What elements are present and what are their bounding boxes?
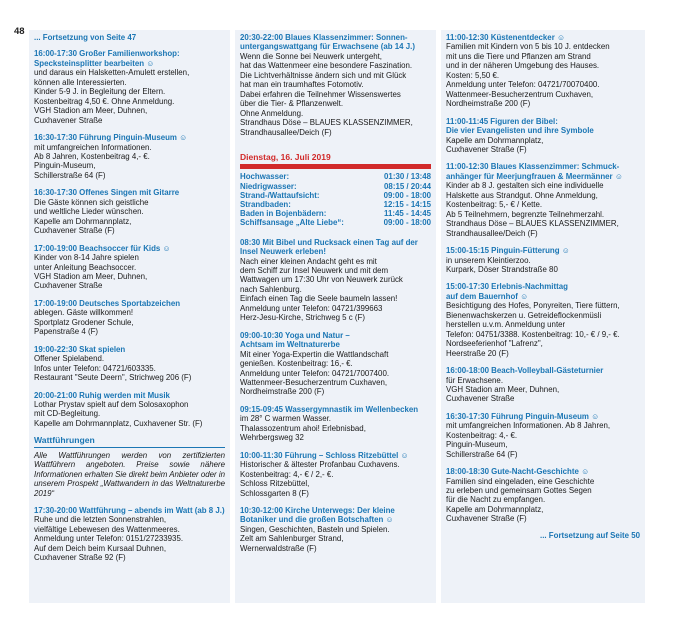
day-divider [240,164,431,169]
event-detail: mit umfangreichen Informationen. [34,142,152,152]
event-title: 17:30-20:00 Wattführung – abends im Watt (ab 8 J.) [34,506,225,516]
event-title: 19:00-22:30 Skat spielen [34,344,126,354]
event-entry [34,244,225,291]
event-entry [446,366,640,404]
event-title: anhänger für Meerjungfrauen & Meermänner ☺ [446,171,623,181]
family-smile-icon: ☺ [578,467,590,477]
event-detail: Cuxhavener Straße (F) [446,144,527,154]
event-detail: Schlossgarten 8 (F) [240,488,309,498]
event-detail: Restaurant "Seute Deern", Strichweg 206 (F) [34,373,192,383]
family-smile-icon: ☺ [612,171,623,181]
event-detail: mit umfangreichen Informationen. Ab 8 Jahren, [446,421,611,431]
event-detail: Einfach einen Tag die Seele baumeln lassen! [240,294,398,304]
event-detail: Kostenbeitrag: 5,- € / Kette. [446,200,543,210]
event-detail: Halskette aus Strandgut. Ohne Anmeldung, [446,190,598,200]
event-detail: Familien sind eingeladen, eine Geschichte [446,476,595,486]
event-detail: im 28° C warmen Wasser. [240,414,331,424]
tide-table [240,172,431,227]
event-entry [240,33,431,137]
event-detail: Anmeldung unter Telefon: 04721/399663 [240,303,383,313]
tide-row [240,172,431,181]
event-detail: in unserem Kleintierzoo. [446,255,531,265]
event-detail: Ab 8 Jahren, Kostenbeitrag 4,- €. [34,151,150,161]
event-detail: zu erleben und gemeinsam Gottes Segen [446,486,592,496]
event-detail: Strandhausallee/Deich (F) [240,127,332,137]
event-detail: Kinder 5-9 J. in Begleitung der Eltern. [34,87,166,97]
continuation-note: ... Fortsetzung auf Seite 50 [540,530,640,540]
event-detail: Wattenmeer-Besucherzentrum Cuxhaven, [240,378,388,387]
event-detail: VGH Stadion am Meer, Duhnen, [34,271,148,281]
event-detail: Sportplatz Grodener Schule, [34,317,134,327]
event-detail: Strandhausallee/Deich (F) [446,228,538,238]
event-title: 11:00-11:45 Figuren der Bibel: [446,116,558,126]
column-left [29,30,230,603]
event-detail: Kapelle am Dohrmannplatz, [446,504,544,514]
event-detail: Besichtigung des Hofes, Ponyreiten, Tiere füttern, [446,301,620,311]
event-detail: Familien mit Kindern von 5 bis 10 J. entdecken [446,42,610,52]
event-entry [446,282,640,358]
section-intro: Alle Wattführungen werden von zertifizierten Wattführern angeboten. Preise sowie nähere Informationen erhalten Sie direkt beim Anbieter oder in unserem Prospekt „Wattwandern in das Weltnaturerbe 2019“ [34,450,225,498]
event-detail: Cuxhavener Straße (F) [446,514,527,524]
event-title: 20:00-21:00 Ruhig werden mit Musik [34,390,170,400]
event-title: 09:15-09:45 Wassergymnastik im Wellenbecken [240,404,419,414]
family-smile-icon: ☺ [398,450,409,460]
event-detail: Anmeldung unter Telefon: 0151/27233935. [34,534,184,544]
event-detail: Nach einer kleinen Andacht geht es mit [240,256,377,266]
event-title: untergangswattgang für Erwachsene (ab 14 J.) [240,42,415,52]
event-detail: Strandhaus Döse – BLAUES KLASSENZIMMER, [240,118,413,128]
event-entry [446,467,640,524]
event-title: 20:30-22:00 Blaues Klassenzimmer: Sonnen- [240,33,408,42]
event-entry [446,162,640,238]
event-detail: Singen, Geschichten, Basteln und Spielen. [240,524,390,534]
event-detail: hat das Wattenmeer eine besondere Faszination. [240,61,413,71]
event-detail: Die Gäste können sich geistliche [34,197,149,207]
event-entry [446,117,640,155]
column-middle [235,30,436,603]
event-detail: Anmeldung unter Telefon: 04721/7007400. [240,368,390,378]
event-detail: Anmeldung unter Telefon: 04721/70070400. [446,80,600,90]
event-entry [446,246,640,274]
event-title: 16:00-17:30 Großer Familienworkshop: [34,49,180,59]
event-title: 09:00-10:30 Yoga und Natur – [240,330,350,340]
event-detail: VGH Stadion am Meer, Duhnen, [34,106,148,116]
event-detail: Telefon: 04751/3388. Kostenbeitrag: 10,- € / 9,- €. [446,329,620,339]
event-detail: nach Sahlenburg. [240,284,302,294]
event-title: 16:00-18:00 Beach-Volleyball-Gästeturnier [446,366,604,376]
event-entry [34,506,225,563]
event-detail: Bienenwachskerzen u. Getreideflockenmüsli [446,310,602,320]
event-detail: Lothar Prystav spielt auf dem Solosaxophon [34,399,189,409]
event-detail: Nordheimstraße 200 (F) [240,387,325,397]
event-detail: Herz-Jesu-Kirche, Strichweg 5 c (F) [240,313,365,323]
event-title: Botaniker und die großen Botschaften ☺ [240,515,394,525]
event-detail: Ohne Anmeldung. [240,108,304,118]
tide-value: 01:30 / 13:48 [384,172,431,182]
tide-value: 09:00 - 18:00 [383,190,431,200]
event-entry [34,391,225,429]
event-detail: Heerstraße 20 (F) [446,348,509,358]
event-title: Die vier Evangelisten und ihre Symbole [446,126,594,136]
event-detail: und daraus ein Halsketten-Amulett erstellen, [34,68,190,78]
event-detail: mit uns die Tiere und Pflanzen am Strand [446,51,591,61]
event-detail: vielfältige Lebewesen des Wattenmeeres. [34,524,180,534]
event-entry [446,412,640,459]
event-detail: Wattwagen um 17:30 Uhr von Neuwerk zurück [240,275,403,285]
section-heading: Wattführungen [34,436,225,447]
event-detail: Infos unter Telefon: 04721/603335. [34,363,156,373]
tide-row [240,191,431,200]
family-smile-icon: ☺ [517,291,529,301]
event-entry [446,33,640,109]
tide-row [240,182,431,191]
event-title: 08:30 Mit Bibel und Rucksack einen Tag auf der [240,237,418,247]
event-detail: Schloss Ritzebüttel, [240,479,310,489]
event-detail: Strandhaus Döse – BLAUES KLASSENZIMMER, [446,219,619,229]
event-title: Achtsam im Weltnaturerbe [240,340,340,350]
event-detail: ablegen. Gäste willkommen! [34,308,134,318]
event-detail: Zelt am Sahlenburger Strand, [240,534,344,544]
event-detail: VGH Stadion am Meer, Duhnen, [446,384,560,394]
tide-label: Strand-/Wattaufsicht: [240,190,320,200]
event-entry [240,405,431,443]
event-detail: Wenn die Sonne bei Neuwerk untergeht, [240,51,382,61]
event-title: 15:00-17:30 Erlebnis-Nachmittag [446,282,568,292]
event-detail: Kosten: 5,50 €. [446,70,500,80]
tide-row [240,200,431,209]
event-detail: Kinder von 8-14 Jahre spielen [34,253,139,263]
event-detail: Schillerstraße 64 (F) [446,449,518,459]
tide-value: 08:15 / 20:44 [384,181,431,191]
event-entry [34,49,225,125]
event-detail: Kostenbeitrag: 4,- € / 2,- €. [240,469,334,479]
event-detail: Pinguin-Museum, [446,440,508,450]
event-detail: hat man ein traumhaftes Fotomotiv. [240,80,364,90]
event-detail: herstellen u.v.m. Anmeldung unter [446,320,566,330]
event-detail: Wernerwaldstraße (F) [240,543,317,553]
event-detail: Wattenmeer-Besucherzentrum Cuxhaven, [446,89,594,99]
tide-label: Strandbaden: [240,200,291,210]
event-title: Insel Neuwerk erleben! [240,247,326,257]
event-detail: für die Nacht zu empfangen. [446,495,546,505]
event-title: 17:00-19:00 Beachsoccer für Kids ☺ [34,243,171,253]
event-title: 18:00-18:30 Gute-Nacht-Geschichte ☺ [446,467,590,477]
event-entry [34,188,225,235]
event-title: 11:00-12:30 Blaues Klassenzimmer: Schmuck- [446,162,620,172]
event-detail: mit CD-Begleitung. [34,409,101,419]
event-title: 15:00-15:15 Pinguin-Fütterung ☺ [446,246,570,256]
event-entry [240,451,431,498]
tide-row [240,218,431,227]
event-entry [240,238,431,323]
column-right [441,30,645,603]
event-detail: Kapelle am Dohrmannplatz, [446,135,544,145]
event-detail: Kostenbeitrag: 4,- €. [446,430,518,440]
event-detail: Die Lichtverhältnisse ändern sich und mit Glück [240,70,407,80]
event-title: Specksteinsplitter bearbeiten ☺ [34,58,155,68]
event-title: 16:30-17:30 Führung Pinguin-Museum ☺ [34,133,188,143]
event-title: 17:00-19:00 Deutsches Sportabzeichen [34,298,181,308]
tide-value: 11:45 - 14:45 [384,209,431,219]
tide-label: Hochwasser: [240,172,290,182]
event-detail: genießen. Kostenbeitrag: 16,- €. [240,359,353,369]
family-smile-icon: ☺ [554,33,566,42]
event-title: 11:00-12:30 Küstenentdecker ☺ [446,33,566,42]
family-smile-icon: ☺ [588,411,600,421]
page-number: 48 [14,26,25,37]
tide-value: 09:00 - 18:00 [383,218,431,228]
event-detail: Schillerstraße 64 (F) [34,170,106,180]
event-detail: unter Anleitung Beachsoccer. [34,262,137,272]
event-detail: Offener Spielabend. [34,354,105,364]
event-entry [240,506,431,553]
event-detail: können alle Interessierten. [34,77,127,87]
event-detail: Thalassozentrum ahoi! Erlebnisbad, [240,423,366,433]
tide-value: 12:15 - 14:15 [383,200,431,210]
event-detail: Kapelle am Dohrmannplatz, [34,216,132,226]
event-title: 10:00-11:30 Führung – Schloss Ritzebüttel ☺ [240,450,409,460]
event-detail: Kostenbeitrag 4,50 €. Ohne Anmeldung. [34,96,175,106]
event-detail: Nordheimstraße 200 (F) [446,99,531,109]
event-detail: Kurpark, Döser Strandstraße 80 [446,264,558,274]
family-smile-icon: ☺ [383,515,394,525]
event-detail: Cuxhavener Straße [446,394,515,404]
event-entry [34,345,225,383]
event-detail: Cuxhavener Straße [34,115,103,125]
event-detail: Cuxhavener Straße [34,281,103,291]
event-entry [34,299,225,337]
event-title: 16:30-17:30 Führung Pinguin-Museum ☺ [446,411,600,421]
day-heading: Dienstag, 16. Juli 2019 [240,151,331,162]
event-detail: Papenstraße 4 (F) [34,327,99,337]
event-detail: und in der näheren Umgebung des Hauses. [446,61,600,71]
event-detail: über die Tier- & Pflanzenwelt. [240,99,344,109]
event-detail: Ab 5 Teilnehmern, begrenzte Teilnehmerzahl. [446,209,605,219]
tide-label: Schiffsansage „Alte Liebe“: [240,218,344,228]
event-detail: Nordseeferienhof "Lafrenz", [446,339,543,349]
event-detail: dem Schiff zur Insel Neuwerk und mit dem [240,266,389,276]
family-smile-icon: ☺ [559,246,570,256]
event-title: 16:30-17:30 Offenes Singen mit Gitarre [34,188,180,198]
family-smile-icon: ☺ [144,58,155,68]
event-detail: Ruhe und die letzten Sonnenstrahlen, [34,515,167,525]
event-detail: Kinder ab 8 J. gestalten sich eine individuelle [446,181,604,191]
tide-label: Niedrigwasser: [240,181,297,191]
event-detail: Historischer & ältester Profanbau Cuxhavens. [240,460,400,470]
event-detail: Pinguin-Museum, [34,161,96,171]
event-title: auf dem Bauernhof ☺ [446,291,529,301]
event-detail: Kapelle am Dohrmannplatz, Cuxhavener Str. (F) [34,418,203,428]
event-entry [34,133,225,180]
event-detail: Auf dem Deich beim Kursaal Duhnen, [34,543,167,553]
continuation-note: ... Fortsetzung von Seite 47 [34,33,137,42]
tide-label: Baden in Bojenbädern: [240,209,327,219]
event-title: 10:30-12:00 Kirche Unterwegs: Der kleine [240,505,395,515]
event-detail: und weltliche Lieder wünschen. [34,207,144,217]
event-detail: Cuxhavener Straße (F) [34,226,115,236]
event-detail: Mit einer Yoga-Expertin die Wattlandschaft [240,349,389,359]
event-detail: Wehrbergsweg 32 [240,433,304,443]
tide-row [240,209,431,218]
family-smile-icon: ☺ [176,133,188,143]
family-smile-icon: ☺ [160,243,171,253]
event-entry [240,331,431,397]
event-detail: Dabei erfahren die Teilnehmer Wissenswertes [240,89,401,99]
event-detail: Cuxhavener Straße 92 (F) [34,553,126,563]
event-detail: für Erwachsene. [446,375,504,385]
